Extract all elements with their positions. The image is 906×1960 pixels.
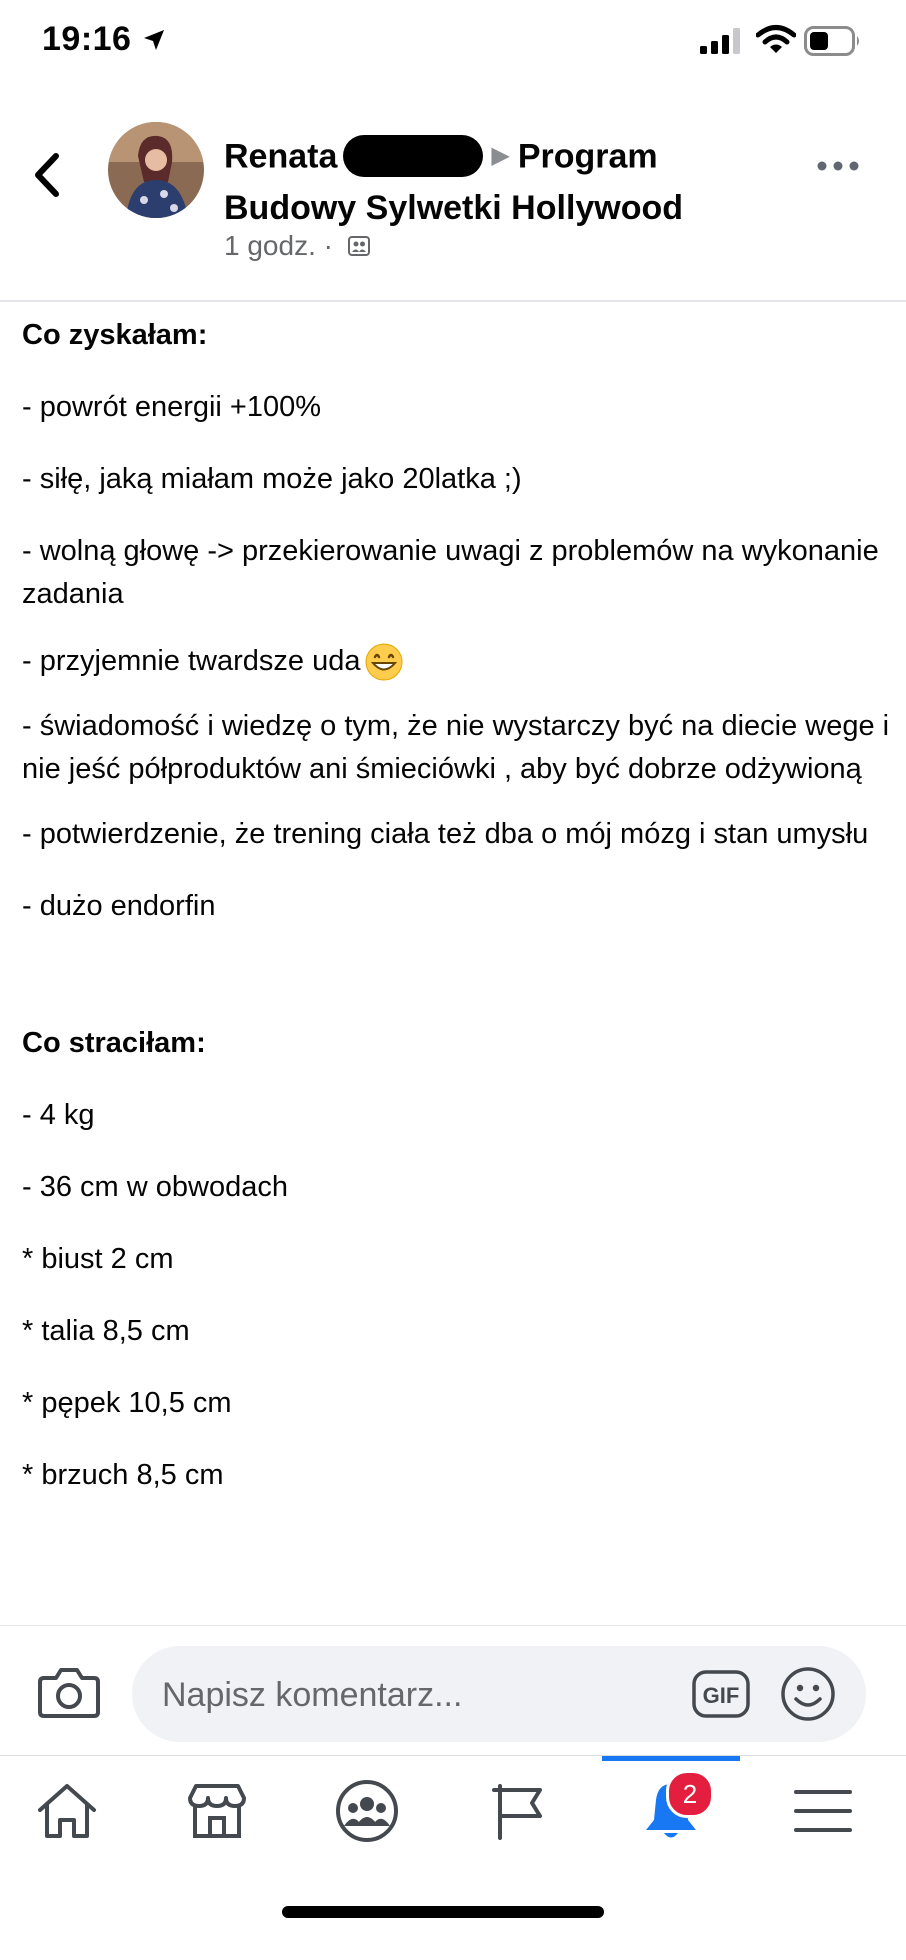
group-name[interactable]: Program Budowy Sylwetki Hollywood (224, 137, 684, 227)
post-title (224, 132, 784, 232)
lost-heading: Co straciłam: (22, 1027, 206, 1059)
cellular-signal-icon (700, 28, 742, 54)
list-item: - przyjemnie twardsze uda (22, 645, 361, 677)
list-item: - siłę, jaką miałam może jako 20latka ;) (22, 463, 522, 495)
gained-heading: Co zyskałam: (22, 319, 208, 351)
post-body (22, 314, 892, 1497)
notifications-tab[interactable] (636, 1776, 706, 1846)
comment-placeholder: Napisz komentarz... (162, 1676, 463, 1714)
groups-icon (332, 1776, 402, 1846)
grinning-emoji-icon (364, 642, 404, 682)
list-item: - potwierdzenie, że trening ciała też dba o mój mózg i stan umysłu (22, 818, 869, 850)
home-tab[interactable] (32, 1776, 102, 1846)
menu-tab[interactable] (788, 1776, 858, 1846)
location-arrow-icon (142, 28, 166, 52)
wifi-icon (756, 24, 796, 56)
battery-icon (804, 26, 862, 56)
list-item: * pępek 10,5 cm (22, 1387, 232, 1419)
status-bar (0, 0, 906, 84)
triangle-right-icon: ▶ (491, 142, 510, 169)
list-item: * brzuch 8,5 cm (22, 1459, 224, 1491)
comment-input[interactable] (132, 1646, 866, 1742)
marketplace-tab[interactable] (182, 1776, 252, 1846)
groups-tab[interactable] (332, 1776, 402, 1846)
list-item: - 4 kg (22, 1099, 95, 1131)
author-avatar[interactable] (108, 122, 204, 218)
flag-icon (484, 1776, 554, 1846)
active-tab-indicator (602, 1756, 740, 1761)
bottom-tab-bar (0, 1755, 906, 1876)
list-item: - 36 cm w obwodach (22, 1171, 288, 1203)
back-chevron-icon[interactable] (28, 150, 68, 200)
list-item: * talia 8,5 cm (22, 1315, 190, 1347)
redacted-surname (343, 135, 483, 177)
list-item-with-emoji (22, 640, 892, 683)
gif-label: GIF (702, 1683, 740, 1708)
comment-bar (0, 1625, 906, 1756)
pages-tab[interactable] (484, 1776, 554, 1846)
group-audience-icon (347, 234, 371, 258)
list-item: - dużo endorfin (22, 890, 216, 922)
home-indicator[interactable] (282, 1906, 604, 1918)
marketplace-icon (182, 1776, 252, 1846)
more-options-icon[interactable] (816, 158, 860, 174)
list-item: - powrót energii +100% (22, 391, 322, 423)
post-header (0, 100, 906, 302)
meta-separator: · (323, 230, 333, 261)
status-time: 19:16 (42, 20, 132, 58)
gif-icon[interactable] (692, 1670, 750, 1718)
home-icon (32, 1776, 102, 1846)
camera-icon[interactable] (38, 1664, 100, 1718)
list-item: - świadomość i wiedzę o tym, że nie wystarczy być na diecie wege i nie jeść półproduktów ani śmieciówki , aby być dobrze odżywioną (22, 710, 890, 785)
post-meta (224, 230, 371, 262)
notifications-badge: 2 (666, 1770, 714, 1818)
post-time[interactable]: 1 godz. (224, 230, 316, 261)
emoji-smile-icon[interactable] (780, 1666, 836, 1722)
menu-hamburger-icon (788, 1776, 858, 1846)
list-item: * biust 2 cm (22, 1243, 174, 1275)
author-name[interactable]: Renata (224, 137, 338, 176)
list-item: - wolną głowę -> przekierowanie uwagi z problemów na wykonanie zadania (22, 535, 879, 610)
